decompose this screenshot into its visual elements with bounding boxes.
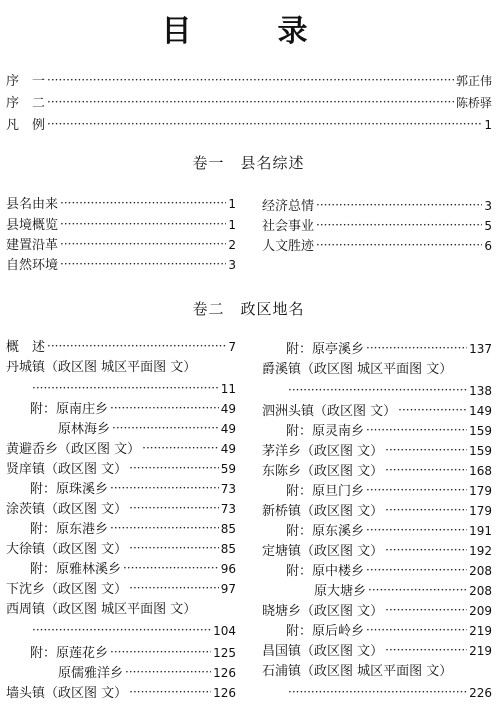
toc-label[interactable]: 丹城镇（政区图 城区平面图 文） [6, 360, 197, 375]
toc-label: 新桥镇（政区图 文） [262, 504, 384, 519]
toc-label: 原儒雅洋乡 [58, 666, 124, 681]
toc-entry[interactable] [314, 583, 492, 600]
toc-page: 陈桥驿 [455, 96, 492, 110]
toc-label: 涂茨镇（政区图 文） [6, 502, 128, 517]
toc-label: 黄避岙乡（政区图 文） [6, 442, 141, 457]
toc-label: 序 一 [6, 74, 46, 89]
toc-label: 社会事业 [262, 219, 315, 234]
toc-label: 晓塘乡（政区图 文） [262, 604, 384, 619]
toc-page: 159 [469, 424, 492, 438]
leader-dots [385, 463, 467, 480]
toc-page: 59 [220, 462, 236, 476]
toc-page: 3 [228, 258, 236, 272]
toc-label: 人文胜迹 [262, 239, 315, 254]
toc-page: 2 [228, 238, 236, 252]
toc-label: 附：原东溪乡 [286, 524, 365, 539]
toc-page: 179 [469, 504, 492, 518]
toc-entry[interactable] [6, 95, 492, 112]
toc-entry[interactable] [6, 685, 236, 702]
leader-dots [110, 401, 219, 418]
toc-page: 219 [469, 644, 492, 658]
leader-dots [129, 461, 219, 478]
leader-dots [398, 403, 467, 420]
toc-entry[interactable] [262, 218, 492, 235]
toc-entry[interactable] [262, 403, 492, 420]
leader-dots [142, 441, 219, 458]
toc-entry[interactable] [6, 196, 236, 213]
toc-page: 226 [469, 686, 492, 700]
toc-entry[interactable] [262, 198, 492, 215]
toc-label: 贤庠镇（政区图 文） [6, 462, 128, 477]
toc-page: 49 [220, 422, 236, 436]
leader-dots [47, 73, 454, 90]
toc-entry[interactable] [262, 503, 492, 520]
toc-entry[interactable] [286, 383, 492, 400]
toc-label: 附：原后岭乡 [286, 624, 365, 639]
toc-page: 1 [228, 197, 236, 211]
toc-label: 大徐镇（政区图 文） [6, 542, 128, 557]
leader-dots [316, 238, 482, 255]
toc-label: 县境概览 [6, 218, 59, 233]
toc-label: 经济总情 [262, 199, 315, 214]
toc-page: 209 [469, 604, 492, 618]
toc-label: 附：原中楼乡 [286, 564, 365, 579]
toc-label: 昌国镇（政区图 文） [262, 644, 384, 659]
leader-dots [32, 623, 211, 640]
toc-entry[interactable] [30, 381, 236, 398]
toc-page: 208 [469, 584, 492, 598]
leader-dots [288, 383, 467, 400]
leader-dots [47, 339, 226, 356]
toc-page: 97 [220, 582, 236, 596]
toc-page: 137 [469, 342, 492, 356]
toc-page: 6 [484, 239, 492, 253]
leader-dots [385, 443, 467, 460]
toc-page: 49 [220, 402, 236, 416]
toc-entry[interactable] [30, 623, 236, 640]
toc-label: 自然环境 [6, 258, 59, 273]
section-heading: 卷一 县名综述 [192, 154, 305, 172]
toc-entry[interactable] [286, 341, 492, 358]
toc-page: 138 [469, 384, 492, 398]
toc-entry[interactable] [30, 645, 236, 662]
toc-page: 96 [220, 562, 236, 576]
toc-page: 73 [220, 482, 236, 496]
leader-dots [366, 563, 467, 580]
leader-dots [316, 218, 482, 235]
leader-dots [47, 117, 482, 134]
toc-page: 126 [213, 666, 236, 680]
toc-label: 凡 例 [6, 118, 46, 133]
toc-page: 179 [469, 484, 492, 498]
toc-page: 149 [469, 404, 492, 418]
toc-page: 85 [220, 542, 236, 556]
toc-label: 茅洋乡（政区图 文） [262, 444, 384, 459]
toc-entry[interactable] [6, 461, 236, 478]
toc-entry[interactable] [6, 237, 236, 254]
toc-entry[interactable] [30, 561, 236, 578]
toc-page: 1 [484, 118, 492, 132]
leader-dots [60, 196, 226, 213]
leader-dots [366, 623, 467, 640]
toc-page: 3 [484, 199, 492, 213]
toc-entry[interactable] [286, 623, 492, 640]
toc-entry[interactable] [262, 603, 492, 620]
leader-dots [112, 421, 219, 438]
toc-entry[interactable] [6, 339, 236, 356]
toc-label: 泗洲头镇（政区图 文） [262, 404, 397, 419]
toc-label: 建置沿革 [6, 238, 59, 253]
leader-dots [129, 501, 219, 518]
leader-dots [385, 503, 467, 520]
toc-entry[interactable] [30, 521, 236, 538]
toc-label: 附：原亭溪乡 [286, 342, 365, 357]
toc-entry[interactable] [6, 73, 492, 90]
toc-page: 7 [228, 340, 236, 354]
toc-entry[interactable] [286, 563, 492, 580]
toc-entry[interactable] [58, 665, 236, 682]
toc-label: 东陈乡（政区图 文） [262, 464, 384, 479]
toc-label: 定塘镇（政区图 文） [262, 544, 384, 559]
leader-dots [110, 645, 211, 662]
leader-dots [366, 523, 467, 540]
leader-dots [366, 423, 467, 440]
toc-entry[interactable] [286, 685, 492, 702]
toc-label: 县名由来 [6, 197, 59, 212]
toc-label: 下沈乡（政区图 文） [6, 582, 128, 597]
leader-dots [110, 481, 219, 498]
toc-label: 序 二 [6, 96, 46, 111]
leader-dots [316, 198, 482, 215]
leader-dots [368, 583, 467, 600]
toc-page: 192 [469, 544, 492, 558]
toc-entry[interactable] [6, 581, 236, 598]
toc-page: 1 [228, 218, 236, 232]
leader-dots [385, 643, 467, 660]
toc-page: 191 [469, 524, 492, 538]
toc-label[interactable]: 爵溪镇（政区图 城区平面图 文） [262, 362, 453, 377]
leader-dots [385, 543, 467, 560]
leader-dots [60, 257, 226, 274]
page-title: 目 录 [161, 14, 336, 49]
toc-entry[interactable] [6, 541, 236, 558]
toc-entry[interactable] [6, 217, 236, 234]
toc-page: 5 [484, 219, 492, 233]
leader-dots [129, 581, 219, 598]
toc-page: 126 [213, 686, 236, 700]
toc-label[interactable]: 石浦镇（政区图 城区平面图 文） [262, 664, 453, 679]
toc-entry[interactable] [58, 421, 236, 438]
toc-entry[interactable] [262, 463, 492, 480]
toc-page: 104 [213, 624, 236, 638]
toc-label: 附：原南庄乡 [30, 402, 109, 417]
leader-dots [385, 603, 467, 620]
toc-page: 85 [220, 522, 236, 536]
toc-entry[interactable] [6, 501, 236, 518]
toc-label: 附：原灵南乡 [286, 424, 365, 439]
toc-entry[interactable] [286, 423, 492, 440]
toc-label: 墙头镇（政区图 文） [6, 686, 128, 701]
toc-page: 219 [469, 624, 492, 638]
leader-dots [366, 483, 467, 500]
toc-label: 附：原雅林溪乡 [30, 562, 122, 577]
toc-label: 概 述 [6, 340, 46, 355]
toc-label: 附：原莲花乡 [30, 646, 109, 661]
toc-entry[interactable] [6, 257, 236, 274]
toc-label[interactable]: 西周镇（政区图 城区平面图 文） [6, 602, 197, 617]
toc-page: 郭正伟 [455, 74, 492, 88]
leader-dots [110, 521, 219, 538]
toc-label: 附：原旦门乡 [286, 484, 365, 499]
toc-label: 原林海乡 [58, 422, 111, 437]
toc-entry[interactable] [262, 238, 492, 255]
toc-entry[interactable] [30, 481, 236, 498]
toc-page: 159 [469, 444, 492, 458]
toc-entry[interactable] [6, 441, 236, 458]
toc-entry[interactable] [262, 643, 492, 660]
leader-dots [129, 541, 219, 558]
toc-entry[interactable] [6, 117, 492, 134]
toc-label: 附：原珠溪乡 [30, 482, 109, 497]
toc-page: 73 [220, 502, 236, 516]
leader-dots [129, 685, 211, 702]
toc-label: 原大塘乡 [314, 584, 367, 599]
toc-page: 125 [213, 646, 236, 660]
toc-page: 168 [469, 464, 492, 478]
toc-entry[interactable] [262, 443, 492, 460]
leader-dots [123, 561, 219, 578]
toc-label: 附：原东港乡 [30, 522, 109, 537]
toc-page: 208 [469, 564, 492, 578]
toc-entry[interactable] [30, 401, 236, 418]
toc-page: 49 [220, 442, 236, 456]
toc-page: 11 [220, 382, 236, 396]
section-heading: 卷二 政区地名 [192, 300, 305, 318]
leader-dots [125, 665, 211, 682]
toc-entry[interactable] [286, 483, 492, 500]
leader-dots [288, 685, 467, 702]
leader-dots [32, 381, 219, 398]
leader-dots [60, 217, 226, 234]
toc-entry[interactable] [286, 523, 492, 540]
leader-dots [47, 95, 454, 112]
leader-dots [60, 237, 226, 254]
leader-dots [366, 341, 467, 358]
toc-entry[interactable] [262, 543, 492, 560]
